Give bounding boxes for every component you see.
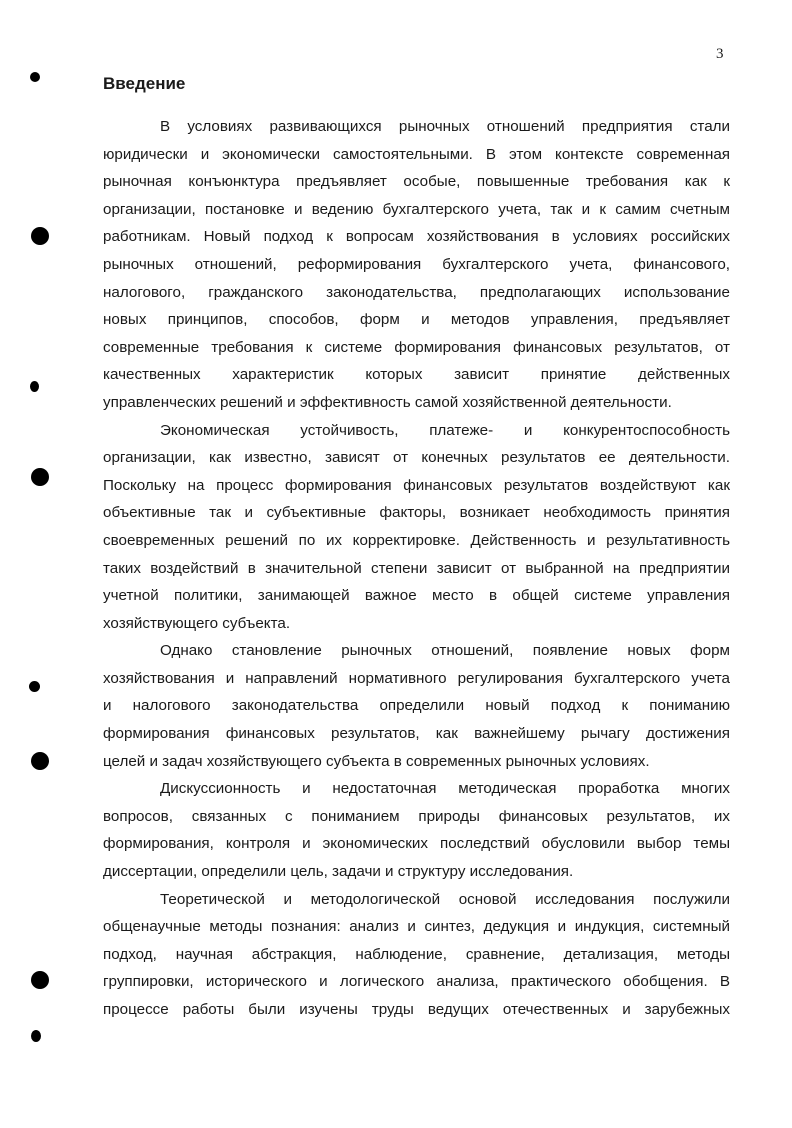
scan-mark bbox=[30, 72, 40, 82]
text-line: юридически и экономически самостоятельными. В этом контексте современная bbox=[103, 145, 730, 163]
text-line: диссертации, определили цель, задачи и структуру исследования. bbox=[103, 863, 574, 881]
text-line: В условиях развивающихся рыночных отношений предприятия стали bbox=[160, 118, 730, 135]
text-line: рыночных отношений, реформирования бухгалтерского учета, финансового, bbox=[103, 255, 730, 273]
text-line: Дискуссионность и недостаточная методическая проработка многих bbox=[160, 780, 730, 798]
text-line: Однако становление рыночных отношений, появление новых форм bbox=[160, 642, 730, 660]
text-line: объективные так и субъективные факторы, возникает необходимость принятия bbox=[103, 504, 730, 522]
text-line: учетной политики, занимающей важное место в общей системе управления bbox=[103, 587, 730, 605]
paragraph bbox=[103, 113, 730, 417]
text-line: управленческих решений и эффективность самой хозяйственной деятельности. bbox=[103, 393, 672, 411]
binder-hole bbox=[31, 752, 49, 770]
text-line: хозяйствования и направлений нормативного регулирования бухгалтерского учета bbox=[103, 669, 730, 687]
text-line: процессе работы были изучены труды ведущих отечественных и зарубежных bbox=[103, 1001, 730, 1018]
scan-mark bbox=[29, 681, 40, 692]
text-line: налогового, гражданского законодательства, предполагающих использование bbox=[103, 283, 730, 301]
paragraph bbox=[103, 886, 730, 1024]
text-line: Поскольку на процесс формирования финансовых результатов воздействуют как bbox=[103, 476, 730, 494]
text-line: подход, научная абстракция, наблюдение, сравнение, детализация, методы bbox=[103, 945, 730, 963]
text-line: Экономическая устойчивость, платеже- и конкурентоспособность bbox=[160, 421, 730, 439]
text-line: рыночная конъюнктура предъявляет особые, повышенные требования как к bbox=[103, 173, 730, 191]
scan-mark bbox=[31, 1030, 41, 1042]
text-line: таких воздействий в значительной степени зависит от выбранной на предприятии bbox=[103, 559, 730, 577]
text-line: организации, постановке и ведению бухгалтерского учета, так и к самим счетным bbox=[103, 200, 730, 218]
scan-mark bbox=[30, 381, 39, 392]
text-line: вопросов, связанных с пониманием природы финансовых результатов, их bbox=[103, 807, 730, 825]
binder-hole bbox=[31, 971, 49, 989]
text-line: целей и задач хозяйствующего субъекта в современных рыночных условиях. bbox=[103, 752, 650, 770]
text-line: формирования финансовых результатов, как важнейшему рычагу достижения bbox=[103, 725, 730, 743]
text-line: качественных характеристик которых зависит принятие действенных bbox=[103, 366, 730, 384]
binder-hole bbox=[31, 468, 49, 486]
text-line: группировки, исторического и логического анализа, практического обобщения. В bbox=[103, 973, 730, 991]
text-line: своевременных решений по их корректировке. Действенность и результативность bbox=[103, 531, 730, 549]
binder-hole bbox=[31, 227, 49, 245]
text-line: Теоретической и методологической основой исследования послужили bbox=[160, 890, 730, 908]
paragraph bbox=[103, 637, 730, 775]
text-line: формирования, контроля и экономических последствий обусловили выбор темы bbox=[103, 835, 730, 853]
text-line: хозяйствующего субъекта. bbox=[103, 614, 291, 632]
text-line: работникам. Новый подход к вопросам хозяйствования в условиях российских bbox=[103, 228, 730, 246]
section-heading: Введение bbox=[103, 74, 186, 93]
text-line: современные требования к системе формирования финансовых результатов, от bbox=[103, 338, 730, 356]
text-line: общенаучные методы познания: анализ и синтез, дедукция и индукция, системный bbox=[103, 918, 730, 936]
text-line: новых принципов, способов, форм и методов управления, предъявляет bbox=[103, 311, 730, 329]
text-line: организации, как известно, зависят от конечных результатов ее деятельности. bbox=[103, 449, 730, 467]
paragraph bbox=[103, 417, 730, 638]
page-number: 3 bbox=[716, 46, 724, 62]
paragraph bbox=[103, 775, 730, 885]
body-text bbox=[103, 113, 730, 1024]
text-line: и налогового законодательства определили новый подход к пониманию bbox=[103, 697, 730, 715]
